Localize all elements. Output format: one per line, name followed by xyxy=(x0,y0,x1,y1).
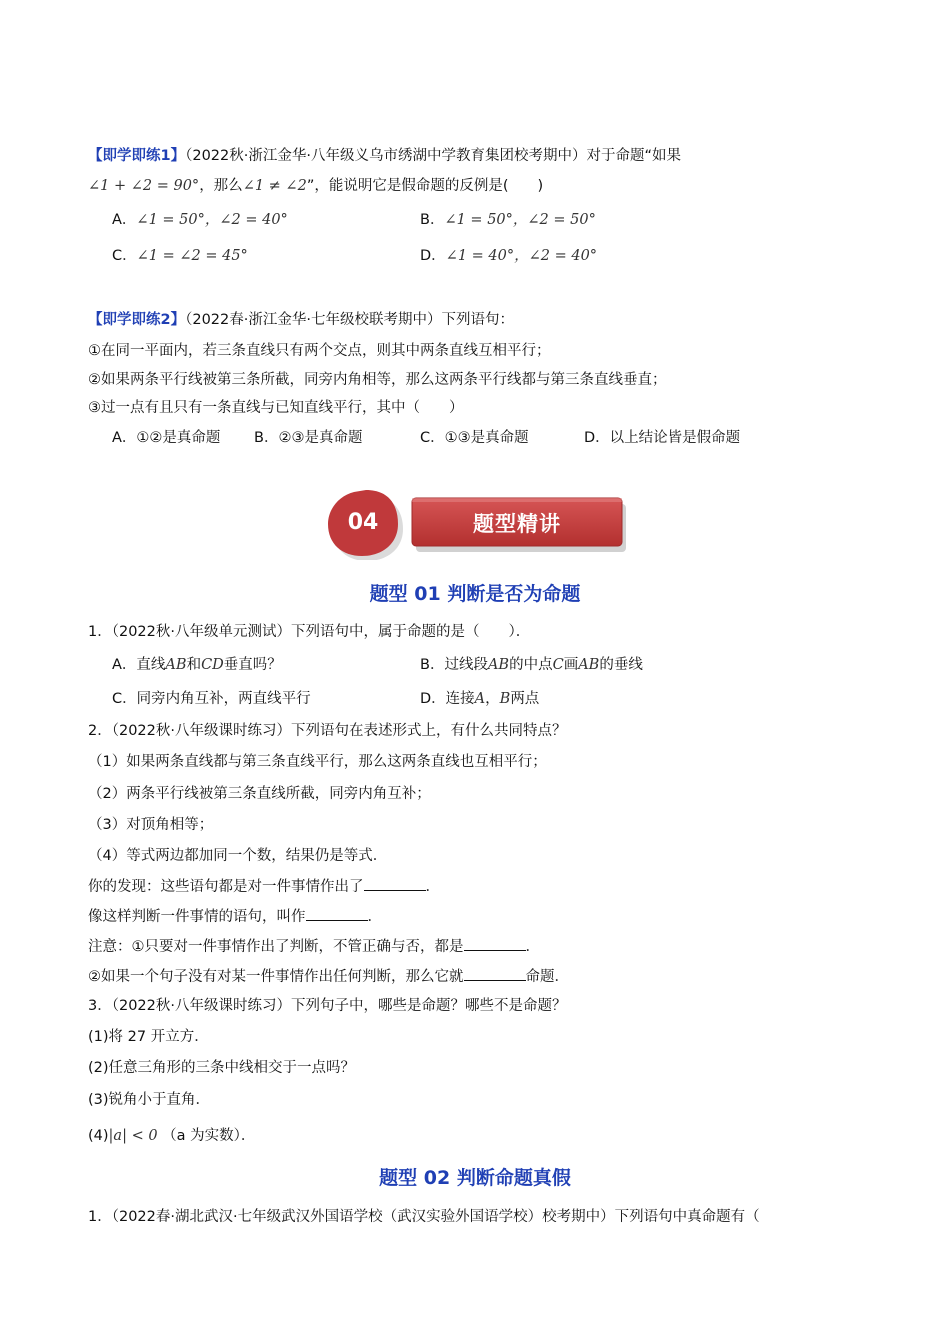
type01-q3-item-4: (4)|a| < 0 （a 为实数）． xyxy=(88,1128,256,1144)
answer-blank xyxy=(364,876,426,891)
practice2-option-a: A．①②是真命题 xyxy=(112,430,221,446)
practice2-option-c: C．①③是真命题 xyxy=(420,430,529,446)
practice2-tag: 【即学即练2】 xyxy=(88,312,186,328)
practice2-statement-3: ③过一点有且只有一条直线与已知直线平行，其中（ ） xyxy=(88,400,464,416)
type01-q2-item-1: （1）如果两条直线都与第三条直线平行，那么这两条直线也互相平行； xyxy=(88,754,547,770)
type01-q2-finding-1: 你的发现：这些语句都是对一件事情作出了 ． xyxy=(88,876,440,897)
answer-blank xyxy=(464,966,526,981)
practice1-mid: ，那么 xyxy=(199,178,243,194)
practice1-line1 xyxy=(88,146,681,166)
type01-q1-option-d: D．连接A，B两点 xyxy=(420,691,540,707)
practice1-line2 xyxy=(88,176,543,196)
practice1-option-b: B．∠1 = 50°，∠2 = 50° xyxy=(420,212,596,228)
practice1-tag: 【即学即练1】 xyxy=(88,148,186,164)
type01-q2-finding-4: ②如果一个句子没有对某一件事情作出任何判断，那么它就 命题． xyxy=(88,966,569,987)
practice1-option-a: A．∠1 = 50°，∠2 = 40° xyxy=(112,212,288,228)
type01-q2-finding-2: 像这样判断一件事情的语句，叫作 ． xyxy=(88,906,382,927)
practice1-option-d: D．∠1 = 40°，∠2 = 40° xyxy=(420,248,598,264)
type01-q2-item-2: （2）两条平行线被第三条直线所截，同旁内角互补； xyxy=(88,786,431,802)
section-badge xyxy=(326,488,626,560)
type01-q1-option-c: C．同旁内角互补，两直线平行 xyxy=(112,691,311,707)
type01-q1-stem: 1．（2022秋·八年级单元测试）下列语句中，属于命题的是（ ）． xyxy=(88,624,531,640)
practice2-line1 xyxy=(88,310,514,330)
type01-heading: 题型 01 判断是否为命题 xyxy=(369,583,581,605)
practice2-option-d: D．以上结论皆是假命题 xyxy=(584,430,741,446)
type02-q1-stem: 1．（2022春·湖北武汉·七年级武汉外国语学校（武汉实验外国语学校）校考期中）下列语句中真命题有（ xyxy=(88,1209,760,1225)
practice1-source: （2022秋·浙江金华·八年级义乌市绣湖中学教育集团校考期中）对于命题“如果 xyxy=(185,148,681,164)
answer-blank xyxy=(306,906,368,921)
badge-number: 04 xyxy=(347,510,379,535)
type01-q2-item-3: （3）对顶角相等； xyxy=(88,817,214,833)
type01-q2-stem: 2．（2022秋·八年级课时练习）下列语句在表述形式上，有什么共同特点？ xyxy=(88,723,567,739)
type01-q3-item-2: (2)任意三角形的三条中线相交于一点吗？ xyxy=(88,1060,356,1076)
type02-heading: 题型 02 判断命题真假 xyxy=(379,1167,571,1189)
type01-q3-item-1: (1)将 27 开立方． xyxy=(88,1029,209,1045)
practice2-statement-2: ②如果两条平行线被第三条所截，同旁内角相等，那么这两条平行线都与第三条直线垂直； xyxy=(88,372,667,388)
practice1-math1: ∠1 + ∠2 = 90° xyxy=(88,178,200,194)
practice1-math2: ∠1 ≠ ∠2 xyxy=(242,178,307,194)
practice1-option-c: C．∠1 = ∠2 = 45° xyxy=(112,248,248,264)
practice1-tail: ”，能说明它是假命题的反例是( ) xyxy=(306,178,544,194)
practice2-statement-1: ①在同一平面内，若三条直线只有两个交点，则其中两条直线互相平行； xyxy=(88,343,551,359)
answer-blank xyxy=(464,936,526,951)
badge-title: 题型精讲 xyxy=(473,512,561,536)
type01-q3-stem: 3．（2022秋·八年级课时练习）下列句子中，哪些是命题？哪些不是命题？ xyxy=(88,998,567,1014)
type01-q3-item-3: (3)锐角小于直角． xyxy=(88,1092,211,1108)
type01-q1-option-a: A．直线AB和CD垂直吗？ xyxy=(112,657,282,673)
type01-q1-option-b: B．过线段AB的中点C画AB的垂线 xyxy=(420,657,643,673)
practice2-option-b: B．②③是真命题 xyxy=(254,430,363,446)
type01-q2-finding-3: 注意：①只要对一件事情作出了判断，不管正确与否，都是 ． xyxy=(88,936,540,957)
type01-q2-item-4: （4）等式两边都加同一个数，结果仍是等式． xyxy=(88,848,388,864)
practice2-source: （2022春·浙江金华·七年级校联考期中）下列语句： xyxy=(185,312,514,328)
